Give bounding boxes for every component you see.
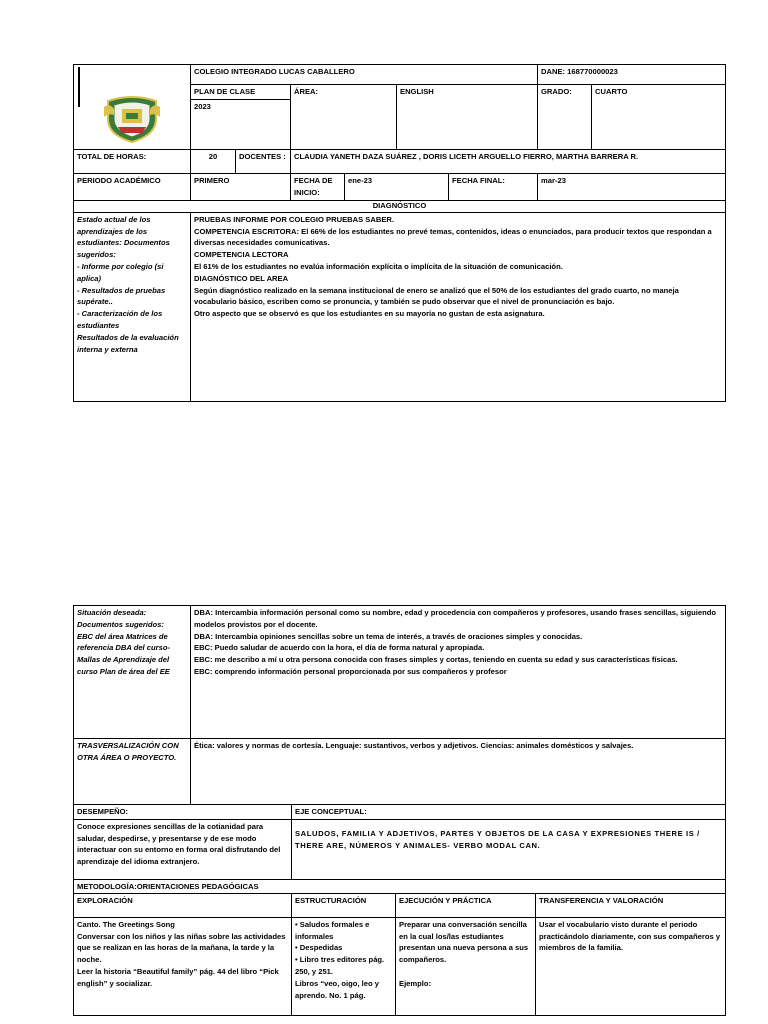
transferencia-content: Usar el vocabulario visto durante el periodo practicándolo diariamente, con sus compañeros y miembros de la familia.: [536, 917, 726, 1015]
school-name: COLEGIO INTEGRADO LUCAS CABALLERO: [191, 65, 538, 85]
situacion-text: DBA: Intercambia información personal como su nombre, edad y procedencia con compañeros y profesores, usando frases sencillas, siguiendo modelos provistos por el docente.: [194, 608, 716, 629]
estado-line: - Informe por colegio (si aplica): [77, 261, 164, 283]
exploracion-line: Conversar con los niños y las niñas sobre las actividades que se realizan en las horas de la mañana, la tarde y la noche.: [77, 931, 286, 965]
exploracion-line: Leer la historia “Beautiful family” pág. 44 del libro “Pick english” y socializar.: [77, 966, 279, 988]
situacion-text: DBA: Intercambia opiniones sencillas sobre un tema de interés, a través de oraciones simples y conocidas.: [194, 631, 583, 641]
diag-line: Otro aspecto que se observó es que los estudiantes en su mayoría no gustan de esta asignatura.: [194, 309, 545, 319]
situacion-label-cell: [74, 606, 191, 739]
desempeno-label: DESEMPEÑO:: [74, 805, 292, 820]
diag-line: COMPETENCIA LECTORA: [194, 250, 289, 260]
estructuracion-line: • Despedidas: [295, 943, 343, 953]
diagnostico-content: [191, 212, 726, 401]
col-header-transferencia: TRANSFERENCIA Y VALORACIÓN: [536, 893, 726, 917]
metodologia-header: METODOLOGÍA:ORIENTACIONES PEDAGÓGICAS: [74, 879, 726, 893]
estado-line: Estado actual de los aprendizajes de los estudiantes: Documentos sugeridos:: [77, 214, 170, 260]
desempeno-text: Conoce expresiones sencillas de la cotianidad para saludar, despedirse, y presentarse y de ese modo interactuar con su entorno en forma oral disfrutando del aprendizaje del idioma extranjero.: [74, 819, 292, 879]
estado-line: - Resultados de pruebas supérate..: [77, 285, 166, 307]
grado-value: CUARTO: [592, 85, 726, 150]
school-crest-icon: [104, 93, 160, 143]
horas-value: 20: [191, 149, 236, 173]
ejecucion-line: Ejemplo:: [399, 978, 432, 988]
diag-line: El 61% de los estudiantes no evalúa información explícita o implícita de la situación de comunicación.: [194, 261, 563, 271]
situacion-line: EBC del área Matrices de referencia DBA del curso- Mallas de Aprendizaje del curso Plan de área del EE: [77, 631, 170, 676]
fecha-inicio-value: ene-23: [345, 173, 449, 200]
diag-line: COMPETENCIA ESCRITORA: El 66% de los estudiantes no prevé temas, contenidos, ideas o enunciados, para producir textos que respondan a diversas necesidades comunicativas.: [194, 226, 712, 248]
estado-line: - Caracterización de los estudiantes: [77, 309, 163, 330]
horas-label: TOTAL DE HORAS:: [74, 149, 191, 173]
col-header-exploracion: EXPLORACIÓN: [74, 893, 292, 917]
docentes-value: CLAUDIA YANETH DAZA SUÁREZ , DORIS LICETH ARGUELLO FIERRO, MARTHA BARRERA R.: [291, 149, 726, 173]
fecha-final-label: FECHA FINAL:: [449, 173, 538, 200]
periodo-label: PERIODO ACADÉMICO: [74, 173, 191, 200]
logo-cell: [74, 65, 191, 150]
estructuracion-line: • Libro tres editores pág. 250, y 251.: [295, 955, 385, 976]
trasversalizacion-text: Ética: valores y normas de cortesía. Lenguaje: sustantivos, verbos y adjetivos. Ciencias: animales domésticos y salvajes.: [191, 739, 726, 805]
plan-label: PLAN DE CLASE: [191, 85, 291, 100]
situacion-line: Situación deseada:: [77, 608, 147, 617]
estado-actual-cell: [74, 212, 191, 401]
estructuracion-line: Libros “veo, oigo, leo y aprendo. No. 1 pág.: [295, 978, 379, 1000]
ejecucion-line: Preparar una conversación sencilla en la cual los/las estudiantes presentan una nueva persona a sus compañeros.: [399, 919, 529, 965]
area-label: ÁREA:: [291, 85, 397, 150]
diag-line: DIAGNÓSTICO DEL AREA: [194, 273, 289, 283]
col-header-ejecucion: EJECUCIÓN Y PRÁCTICA: [396, 893, 536, 917]
area-value: ENGLISH: [397, 85, 538, 150]
docentes-label: DOCENTES :: [236, 149, 291, 173]
estado-line: Resultados de la evaluación interna y externa: [77, 332, 179, 354]
eje-conceptual-label: EJE CONCEPTUAL:: [292, 805, 726, 820]
fecha-inicio-label: FECHA DE INICIO:: [291, 173, 345, 200]
estructuracion-content: [292, 917, 396, 1015]
plan-body-table: [73, 605, 726, 1016]
diagnostico-header: DIAGNÓSTICO: [74, 200, 726, 212]
trasversalizacion-label: TRASVERSALIZACIÓN CON OTRA ÁREA O PROYECTO.: [74, 739, 191, 805]
situacion-text: EBC: me describo a mí u otra persona conocida con frases simples y cortas, teniendo en cuenta su edad y sus características físicas.: [194, 655, 678, 665]
plan-header-table: [73, 64, 726, 402]
plan-year: 2023: [191, 99, 291, 149]
eje-conceptual-text: SALUDOS, FAMILIA Y ADJETIVOS, PARTES Y OBJETOS DE LA CASA Y EXPRESIONES THERE IS / THERE ARE, NÚMEROS Y ANIMALES- VERBO MODAL CAN.: [292, 819, 726, 879]
situacion-content: [191, 606, 726, 739]
grado-label: GRADO:: [538, 85, 592, 150]
ejecucion-content: [396, 917, 536, 1015]
vertical-rule: [78, 67, 80, 107]
ejecucion-line: [399, 966, 532, 978]
situacion-text: EBC: comprendo información personal proporcionada por sus compañeros y profesor: [194, 666, 507, 676]
diag-line: Según diagnóstico realizado en la semana institucional de enero se analizó que el 50% de los estudiantes del grado cuarto, no maneja vocabulario básico, escriben como se pronuncia, y también se pudo observar que el nivel de pronunciación es bajo.: [194, 285, 679, 307]
dane-code: DANE: 168770000023: [538, 65, 726, 85]
periodo-value: PRIMERO: [191, 173, 291, 200]
situacion-line: Documentos sugeridos:: [77, 619, 164, 629]
estructuracion-line: • Saludos formales e informales: [295, 919, 370, 941]
col-header-estructuracion: ESTRUCTURACIÓN: [292, 893, 396, 917]
exploracion-content: [74, 917, 292, 1015]
diag-line: PRUEBAS INFORME POR COLEGIO PRUEBAS SABER.: [194, 214, 394, 224]
situacion-text: EBC: Puedo saludar de acuerdo con la hora, el día de forma natural y apropiada.: [194, 643, 485, 653]
exploracion-line: Canto. The Greetings Song: [77, 919, 175, 929]
fecha-final-value: mar-23: [538, 173, 726, 200]
